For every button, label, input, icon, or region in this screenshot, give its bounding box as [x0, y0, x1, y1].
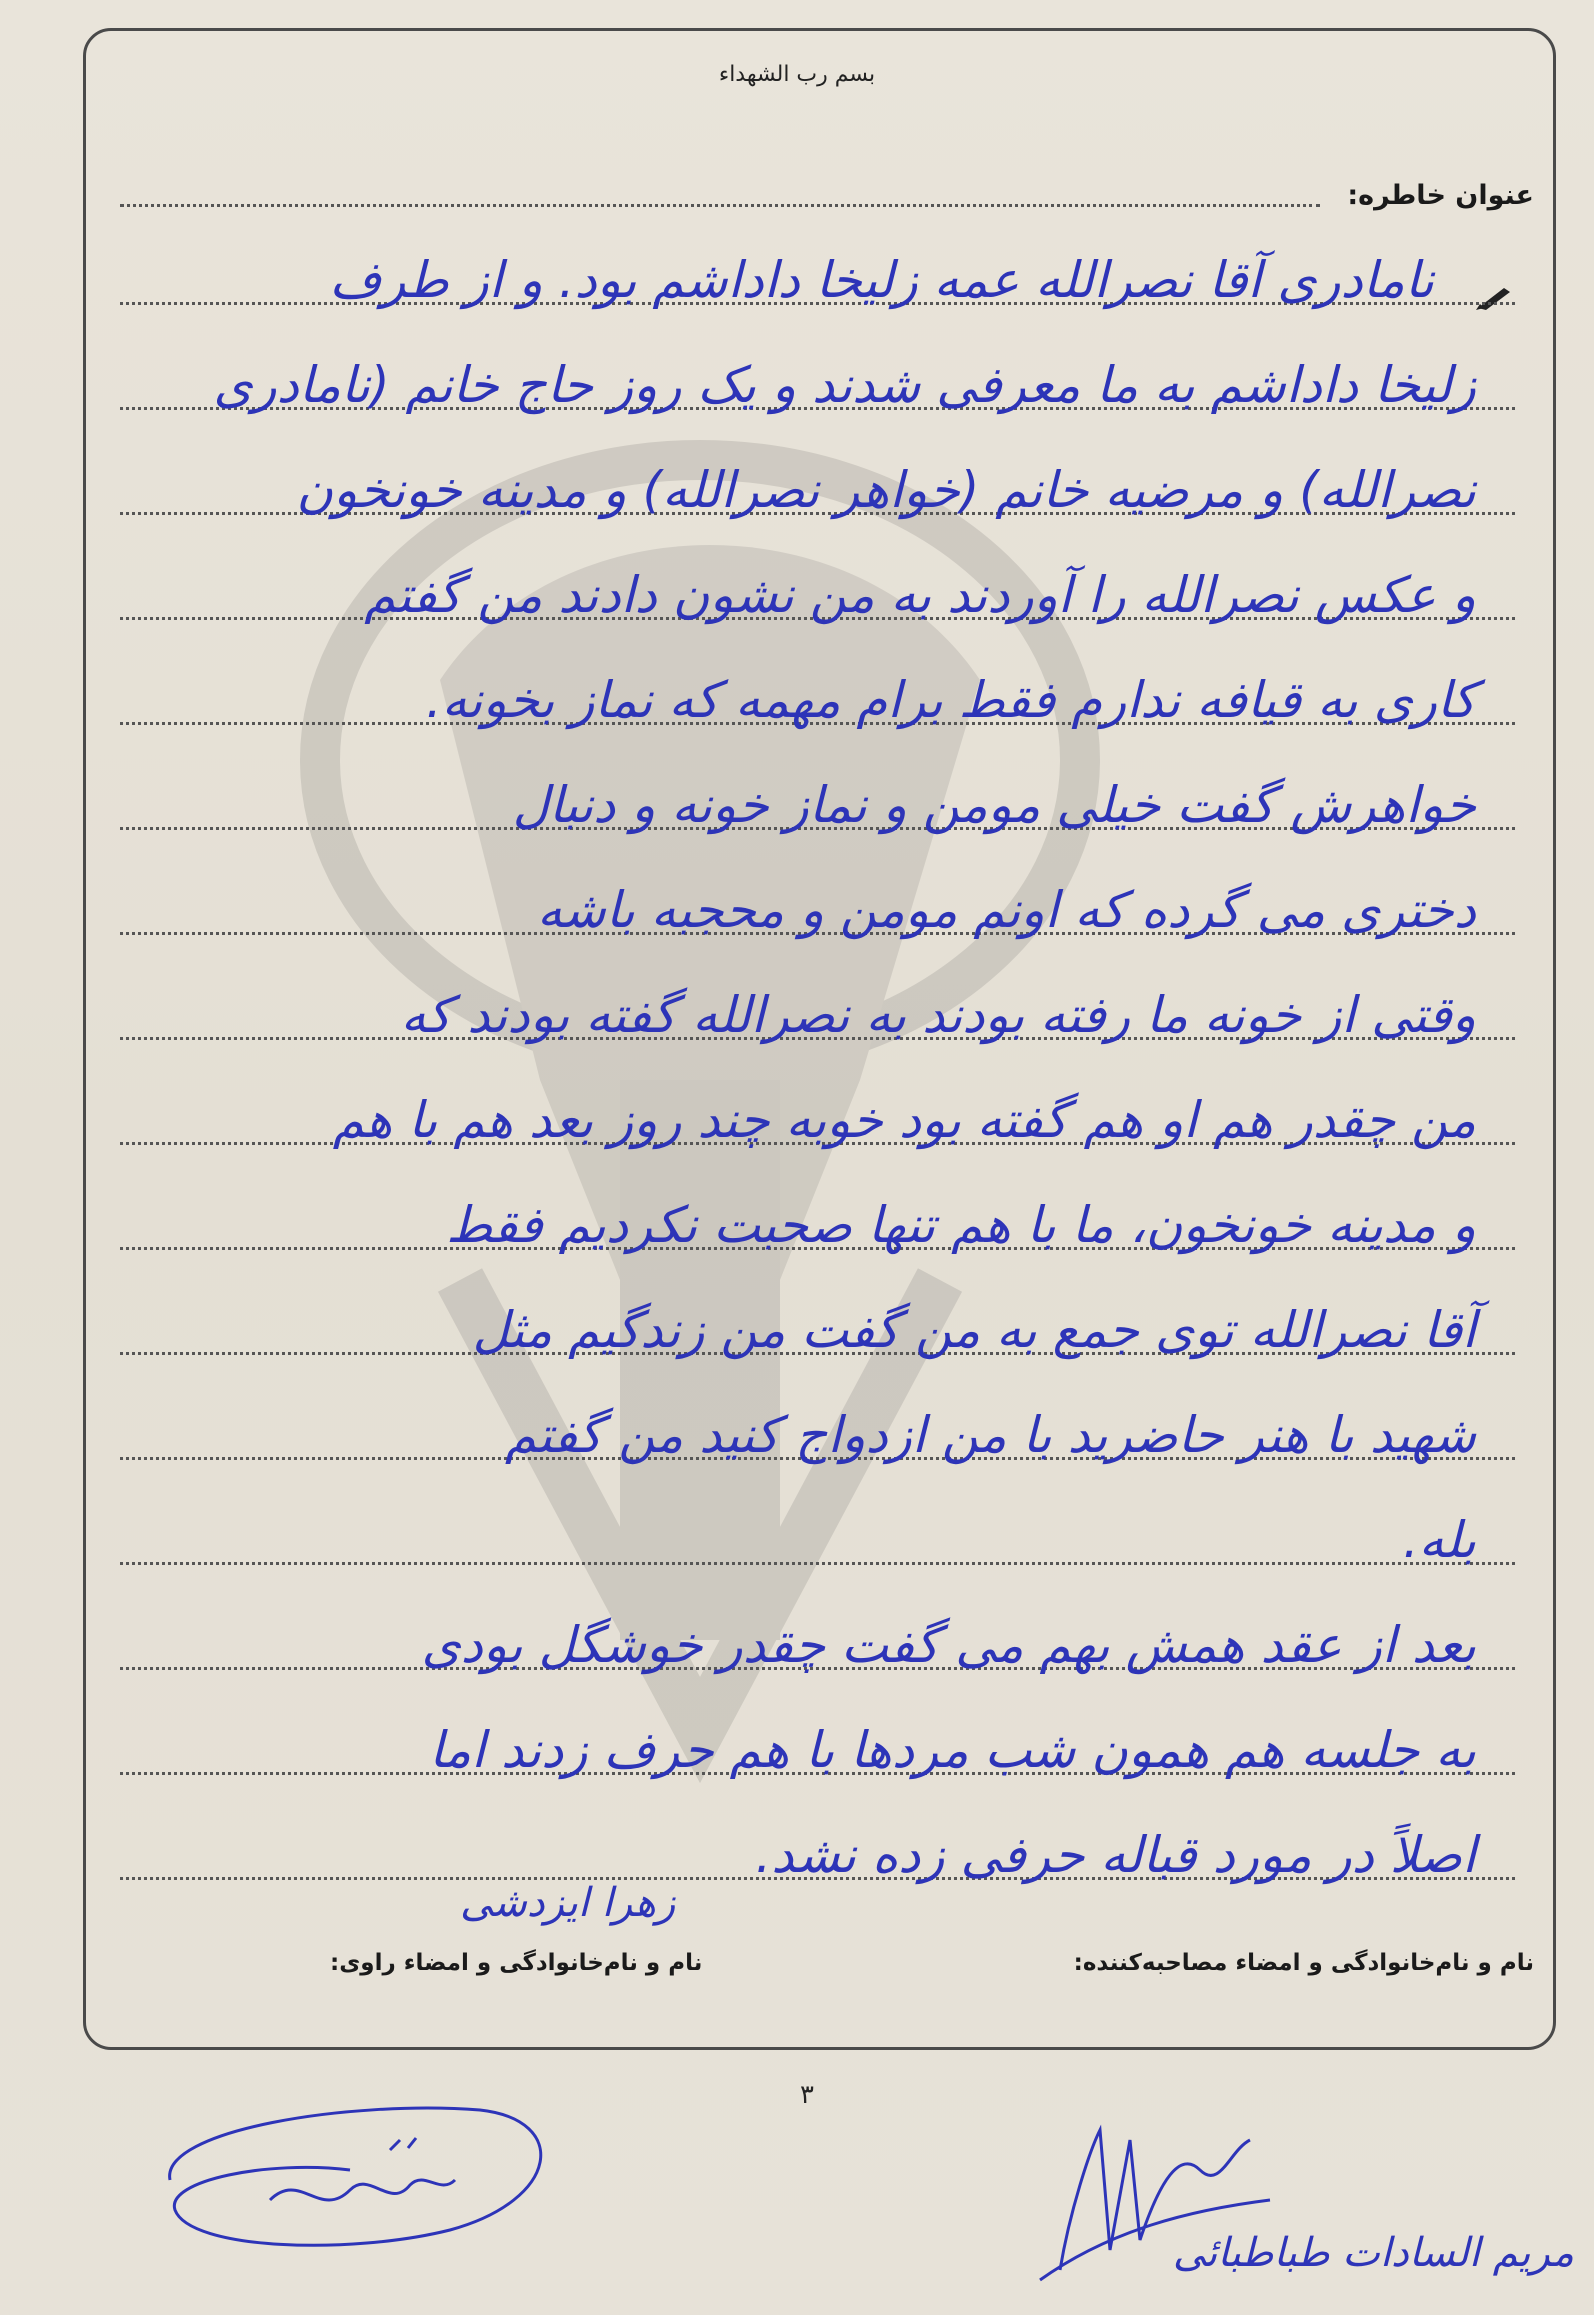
narrator-label: نام و نام‌خانوادگی و امضاء راوی:: [330, 1950, 703, 1976]
handwritten-line: به جلسه هم همون شب مردها با هم حرف زدند اما: [429, 1721, 1476, 1779]
interviewer-label: نام و نام‌خانوادگی و امضاء مصاحبه‌کننده:: [1073, 1950, 1534, 1976]
handwritten-line: نصرالله) و مرضیه خانم (خواهر نصرالله) و مدینه خونخون: [296, 461, 1476, 519]
handwritten-line: و مدینه خونخون، ما با هم تنها صحبت نکردیم فقط: [446, 1196, 1476, 1254]
handwritten-line: اصلاً در مورد قباله حرفی زده نشد.: [755, 1826, 1476, 1884]
title-label: عنوان خاطره:: [1347, 180, 1534, 211]
interviewee-handwritten-name: زهرا ایزدشی: [460, 1880, 676, 1926]
pen-icon: [1474, 282, 1514, 312]
handwritten-line: بعد از عقد همش بهم می گفت چقدر خوشگل بودی: [421, 1616, 1476, 1674]
page-header: بسم رب الشهداء: [718, 62, 876, 87]
handwritten-line: شهید با هنر حاضرید با من ازدواج کنید من گفتم: [505, 1406, 1476, 1464]
handwritten-line: دختری می گرده که اونم مومن و محجبه باشه: [537, 881, 1476, 939]
handwritten-line: بله.: [1402, 1511, 1476, 1569]
handwritten-line: کاری به قیافه ندارم فقط برام مهمه که نماز بخونه.: [425, 671, 1476, 729]
page-number: ۳: [800, 2080, 814, 2110]
handwritten-line: نامادری آقا نصرالله عمه زلیخا داداشم بود. و از طرف: [329, 251, 1434, 309]
handwritten-line: آقا نصرالله توی جمع به من گفت من زندگیم مثل: [472, 1301, 1476, 1359]
title-dotted-line: [120, 204, 1320, 207]
handwritten-line: خواهرش گفت خیلی مومن و نماز خونه و دنبال: [512, 776, 1476, 834]
narrator-signature: [150, 2090, 580, 2260]
handwritten-line: و عکس نصرالله را آوردند به من نشون دادند من گفتم: [364, 566, 1476, 624]
handwritten-line: من چقدر هم او هم گفته بود خوبه چند روز بعد هم با هم: [332, 1091, 1476, 1149]
interviewer-handwritten-name: مریم السادات طباطبائی: [1172, 2230, 1574, 2276]
handwritten-line: وقتی از خونه ما رفته بودند به نصرالله گفته بودند که: [400, 986, 1476, 1044]
handwritten-line: زلیخا داداشم به ما معرفی شدند و یک روز حاج خانم (نامادری: [213, 356, 1476, 414]
